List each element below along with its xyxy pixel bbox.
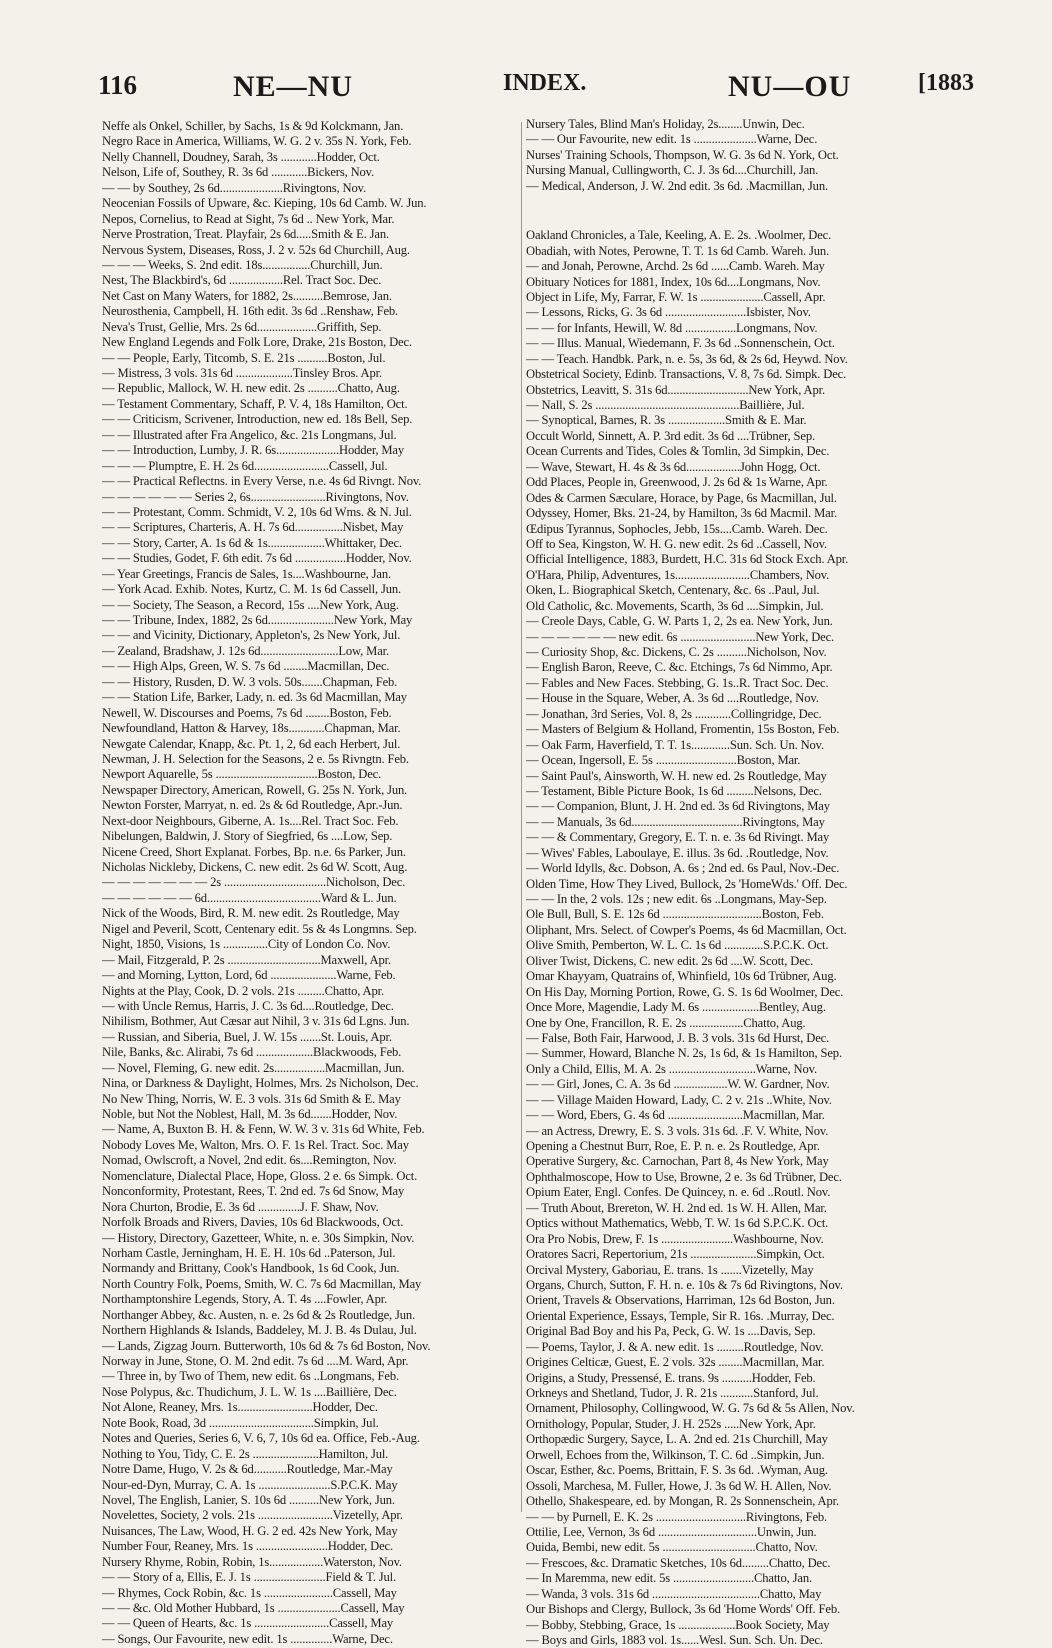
index-entry: — — and Vicinity, Dictionary, Appleton's, 2s New York, Jul.	[102, 628, 401, 643]
left-column	[102, 119, 524, 1647]
index-entry: Odd Places, People in, Greenwood, J. 2s 6d & 1s Warne, Apr.	[526, 475, 828, 490]
index-entry: Nelly Channell, Doudney, Sarah, 3s ............Hodder, Oct.	[102, 149, 380, 164]
index-entry: Ornithology, Popular, Studer, J. H. 252s .....New York, Apr.	[526, 1416, 816, 1431]
index-entry: Odes & Carmen Sæculare, Horace, by Page, 6s Macmillan, Jul.	[526, 490, 837, 505]
index-entry: — Lands, Zigzag Journ. Butterworth, 10s 6d & 7s 6d Boston, Nov.	[102, 1338, 431, 1353]
index-entry: — Poems, Taylor, J. & A. new edit. 1s .........Routledge, Nov.	[526, 1339, 824, 1354]
index-entry: — — — Weeks, S. 2nd edit. 18s................Churchill, Jun.	[102, 257, 383, 272]
index-entry: Next-door Neighbours, Giberne, A. 1s....Rel. Tract Soc. Feb.	[102, 813, 399, 828]
index-entry: Ora Pro Nobis, Drew, F. 1s ........................Washbourne, Nov.	[526, 1231, 824, 1246]
index-entry: Newport Aquarelle, 5s ..................................Boston, Dec.	[102, 767, 382, 782]
index-entry: — — — Plumptre, E. H. 2s 6d.........................Cassell, Jul.	[102, 458, 388, 473]
index-entry: — Wave, Stewart, H. 4s & 3s 6d..................John Hogg, Oct.	[526, 459, 821, 474]
index-entry: — House in the Square, Weber, A. 3s 6d ....Routledge, Nov.	[526, 691, 819, 706]
index-entry: — — Word, Ebers, G. 4s 6d .........................Macmillan, Mar.	[526, 1108, 825, 1123]
index-entry: Nobody Loves Me, Walton, Mrs. O. F. 1s Rel. Tract. Soc. May	[102, 1137, 409, 1152]
index-entry: Nonconformity, Protestant, Rees, T. 2nd ed. 7s 6d Snow, May	[102, 1184, 405, 1199]
index-entry: — — Girl, Jones, C. A. 3s 6d ..................W. W. Gardner, Nov.	[526, 1077, 830, 1092]
index-entry: Our Bishops and Clergy, Bullock, 3s 6d 'Home Words' Off. Feb.	[526, 1602, 840, 1617]
index-entry: Nour-ed-Dyn, Murray, C. A. 1s ........................S.P.C.K. May	[102, 1477, 398, 1492]
index-entry: Nomenclature, Dialectal Place, Hope, Gloss. 2 e. 6s Simpk. Oct.	[102, 1168, 418, 1183]
page-number: 116	[98, 70, 138, 100]
index-entry: — with Uncle Remus, Harris, J. C. 3s 6d....Routledge, Dec.	[102, 998, 394, 1013]
index-entry: — — — — — — — 2s ..................................Nicholson, Dec.	[102, 875, 406, 890]
index-entry: One by One, Francillon, R. E. 2s ..................Chatto, Aug.	[526, 1015, 806, 1030]
index-entry: — Testament, Bible Picture Book, 1s 6d .........Nelsons, Dec.	[526, 783, 822, 798]
index-entry: — — Studies, Godet, F. 6th edit. 7s 6d .................Hodder, Nov.	[102, 551, 412, 566]
index-entry: Origines Celticæ, Guest, E. 2 vols. 32s ........Macmillan, Mar.	[526, 1355, 825, 1370]
index-entry: — Russian, and Siberia, Buel, J. W. 15s .......St. Louis, Apr.	[102, 1029, 392, 1044]
index-entry: — — Village Maiden Howard, Lady, C. 2 v. 21s ..White, Nov.	[526, 1092, 832, 1107]
index-entry: Novelettes, Society, 2 vols. 21s .........................Vizetelly, Apr.	[102, 1508, 403, 1523]
index-entry: Negro Race in America, Williams, W. G. 2 v. 35s N. York, Feb.	[102, 134, 412, 149]
index-entry: — Masters of Belgium & Holland, Fromentin, 15s Boston, Feb.	[526, 722, 840, 737]
index-entry: — Nall, S. 2s ................................................Baillière, Jul.	[526, 398, 805, 412]
index-entry: — History, Directory, Gazetteer, White, n. e. 30s Simpkin, Nov.	[102, 1230, 415, 1245]
index-entry: — Oak Farm, Haverfield, T. T. 1s.............Sun. Sch. Un. Nov.	[526, 737, 825, 752]
index-entry: — — Criticism, Scrivener, Introduction, new ed. 18s Bell, Sep.	[102, 412, 413, 427]
index-entry: Nelson, Life of, Southey, R. 3s 6d ............Bickers, Nov.	[102, 165, 374, 180]
index-entry: On His Day, Morning Portion, Rowe, G. S. 1s 6d Woolmer, Dec.	[526, 984, 844, 999]
index-entry: — — Tribune, Index, 1882, 2s 6d......................New York, May	[102, 613, 413, 627]
right-range-heading: NU—OU	[728, 70, 852, 103]
page-header	[98, 70, 978, 110]
index-entry: — — & Commentary, Gregory, E. T. n. e. 3s 6d Rivingt. May	[526, 830, 830, 845]
index-entry: Ottilie, Lee, Vernon, 3s 6d .................................Unwin, Jun.	[526, 1524, 817, 1539]
index-entry: Nursery Tales, Blind Man's Holiday, 2s........Unwin, Dec.	[526, 117, 805, 131]
index-entry: Oratores Sacri, Repertorium, 21s ......................Simpkin, Oct.	[526, 1247, 825, 1262]
index-entry: — Curiosity Shop, &c. Dickens, C. 2s ..........Nicholson, Nov.	[526, 645, 827, 659]
index-entry: Nothing to You, Tidy, C. E. 2s ......................Hamilton, Jul.	[102, 1446, 389, 1461]
index-entry: Net Cast on Many Waters, for 1882, 2s..........Bemrose, Jan.	[102, 288, 392, 303]
index-entry: Ophthalmoscope, How to Use, Browne, 2 e. 3s 6d Trübner, Dec.	[526, 1169, 842, 1184]
index-entry: Nicholas Nickleby, Dickens, C. new edit. 2s 6d W. Scott, Aug.	[102, 860, 408, 874]
index-entry: Night, 1850, Visions, 1s ...............City of London Co. Nov.	[102, 937, 391, 952]
right-column-o-entries	[526, 228, 948, 1648]
index-entry: — Synoptical, Barnes, R. 3s ...................Smith & E. Mar.	[526, 413, 807, 428]
index-entry: Nick of the Woods, Bird, R. M. new edit. 2s Routledge, May	[102, 906, 400, 921]
index-entry: Odyssey, Homer, Bks. 21-24, by Hamilton, 3s 6d Macmil. Mar.	[526, 506, 837, 521]
index-entry: Origins, a Study, Pressensé, E. trans. 9s ..........Hodder, Feb.	[526, 1370, 816, 1385]
index-entry: — Frescoes, &c. Dramatic Sketches, 10s 6d.........Chatto, Dec.	[526, 1555, 831, 1570]
index-entry: Northanger Abbey, &c. Austen, n. e. 2s 6d & 2s Routledge, Jun.	[102, 1307, 416, 1322]
index-entry: New England Legends and Folk Lore, Drake, 21s Boston, Dec.	[102, 335, 412, 350]
index-entry: — — Queen of Hearts, &c. 1s .........................Cassell, May	[102, 1616, 394, 1631]
index-entry: North Country Folk, Poems, Smith, W. C. 7s 6d Macmillan, May	[102, 1276, 422, 1291]
index-entry: Nibelungen, Baldwin, J. Story of Siegfried, 6s ....Low, Sep.	[102, 829, 393, 844]
index-entry: Neffe als Onkel, Schiller, by Sachs, 1s & 9d Kolckmann, Jan.	[102, 119, 404, 133]
index-entry: — Ocean, Ingersoll, E. 5s ...........................Boston, Mar.	[526, 753, 801, 768]
index-entry: Note Book, Road, 3d ...................................Simpkin, Jul.	[102, 1415, 379, 1430]
index-entry: Nigel and Peveril, Scott, Centenary edit. 5s & 4s Longmns. Sep.	[102, 921, 417, 936]
index-entry: Orient, Travels & Observations, Harriman, 12s 6d Boston, Jun.	[526, 1293, 835, 1308]
index-entry: Olive Smith, Pemberton, W. L. C. 1s 6d .............S.P.C.K. Oct.	[526, 938, 829, 953]
left-range-heading: NE—NU	[233, 70, 354, 103]
index-entry: Once More, Magendie, Lady M. 6s ...................Bentley, Aug.	[526, 1000, 826, 1015]
index-entry: — Three in, by Two of Them, new edit. 6s ..Longmans, Feb.	[102, 1369, 399, 1384]
index-entry: Norham Castle, Jerningham, H. E. H. 10s 6d ..Paterson, Jul.	[102, 1245, 396, 1260]
index-entry: Newgate Calendar, Knapp, &c. Pt. 1, 2, 6d each Herbert, Jul.	[102, 736, 401, 751]
index-entry: — York Acad. Exhib. Notes, Kurtz, C. M. 1s 6d Cassell, Jun.	[102, 582, 401, 597]
index-entry: Nomad, Owlscroft, a Novel, 2nd edit. 6s....Remington, Nov.	[102, 1153, 397, 1168]
index-entry: Ocean Currents and Tides, Coles & Tomlin, 3d Simpkin, Dec.	[526, 444, 830, 459]
index-entry: Oliphant, Mrs. Select. of Cowper's Poems, 4s 6d Macmillan, Oct.	[526, 922, 847, 937]
index-entry: Neurosthenia, Campbell, H. 16th edit. 3s 6d ..Renshaw, Feb.	[102, 304, 399, 319]
index-entry: Nerve Prostration, Treat. Playfair, 2s 6d.....Smith & E. Jan.	[102, 227, 389, 242]
index-entry: — — Scriptures, Charteris, A. H. 7s 6d................Nisbet, May	[102, 520, 404, 535]
index-entry: Nest, The Blackbird's, 6d ..................Rel. Tract Soc. Dec.	[102, 273, 382, 288]
index-entry: — False, Both Fair, Harwood, J. B. 3 vols. 31s 6d Hurst, Dec.	[526, 1030, 830, 1045]
index-entry: — — &c. Old Mother Hubbard, 1s .....................Cassell, May	[102, 1601, 405, 1615]
index-entry: Œdipus Tyrannus, Sophocles, Jebb, 15s....Camb. Wareh. Dec.	[526, 521, 828, 536]
index-entry: — — for Infants, Hewill, W. 8d .................Longmans, Nov.	[526, 320, 818, 335]
index-entry: — — Illustrated after Fra Angelico, &c. 21s Longmans, Jul.	[102, 427, 397, 442]
index-entry: — World Idylls, &c. Dobson, A. 6s ; 2nd ed. 6s Paul, Nov.-Dec.	[526, 861, 840, 876]
index-entry: Obituary Notices for 1881, Index, 10s 6d....Longmans, Nov.	[526, 274, 821, 289]
index-entry: Noble, but Not the Noblest, Hall, M. 3s 6d.......Hodder, Nov.	[102, 1107, 398, 1121]
index-entry: Neocenian Fossils of Upware, &c. Kieping, 10s 6d Camb. W. Jun.	[102, 196, 427, 211]
index-entry: Newman, J. H. Selection for the Seasons, 2 e. 5s Rivngtn. Feb.	[102, 751, 409, 766]
index-entry: Off to Sea, Kingston, W. H. G. new edit. 2s 6d ..Cassell, Nov.	[526, 536, 827, 551]
index-entry: Northern Highlands & Islands, Baddeley, M. J. B. 4s Dulau, Jul.	[102, 1323, 417, 1338]
index-entry: Official Intelligence, 1883, Burdett, H.C. 31s 6d Stock Exch. Apr.	[526, 552, 849, 567]
index-entry: — — Illus. Manual, Wiedemann, F. 3s 6d ..Sonnenschein, Oct.	[526, 336, 835, 351]
right-column	[526, 117, 948, 1648]
index-entry: — Summer, Howard, Blanche N. 2s, 1s 6d, & 1s Hamilton, Sep.	[526, 1046, 842, 1061]
index-entry: Number Four, Reaney, Mrs. 1s ........................Hodder, Dec.	[102, 1539, 393, 1554]
index-entry: Organs, Church, Sutton, F. H. n. e. 10s & 7s 6d Rivingtons, Nov.	[526, 1277, 843, 1292]
index-entry: Ole Bull, Bull, S. E. 12s 6d .................................Boston, Feb.	[526, 907, 824, 922]
index-entry: Not Alone, Reaney, Mrs. 1s.........................Hodder, Dec.	[102, 1400, 378, 1415]
index-entry: — Testament Commentary, Schaff, P. V. 4, 18s Hamilton, Oct.	[102, 396, 408, 411]
index-entry: — — In the, 2 vols. 12s ; new edit. 6s ..Longmans, May-Sep.	[526, 892, 827, 906]
index-entry: Novel, The English, Lanier, S. 10s 6d ..........New York, Jun.	[102, 1492, 395, 1507]
index-entry: — Wives' Fables, Laboulaye, E. illus. 3s 6d. .Routledge, Nov.	[526, 845, 829, 860]
index-entry: Only a Child, Ellis, M. A. 2s .............................Warne, Nov.	[526, 1061, 817, 1076]
index-entry: — In Maremma, new edit. 5s ...........................Chatto, Jan.	[526, 1571, 813, 1586]
index-entry: Norfolk Broads and Rivers, Davies, 10s 6d Blackwoods, Oct.	[102, 1215, 404, 1230]
index-entry: — — Practical Reflectns. in Every Verse, n.e. 4s 6d Rivngt. Nov.	[102, 474, 422, 489]
index-entry: Newell, W. Discourses and Poems, 7s 6d ........Boston, Feb.	[102, 705, 392, 720]
index-entry: — — Teach. Handbk. Park, n. e. 5s, 3s 6d, & 2s 6d, Heywd. Nov.	[526, 351, 848, 366]
index-entry: Oken, L. Biographical Sketch, Centenary, &c. 6s ..Paul, Jul.	[526, 583, 820, 598]
index-entry: Old Catholic, &c. Movements, Scarth, 3s 6d ....Simpkin, Jul.	[526, 598, 824, 613]
index-entry: Omar Khayyam, Quatrains of, Whinfield, 10s 6d Trübner, Aug.	[526, 969, 837, 984]
index-entry: Object in Life, My, Farrar, F. W. 1s .....................Cassell, Apr.	[526, 289, 826, 304]
index-entry: Newton Forster, Marryat, n. ed. 2s & 6d Routledge, Apr.-Jun.	[102, 798, 403, 813]
index-entry: Nora Churton, Brodie, E. 3s 6d ..............J. F. Shaw, Nov.	[102, 1199, 379, 1214]
section-gap	[526, 194, 948, 228]
index-entry: Nights at the Play, Cook, D. 2 vols. 21s .........Chatto, Apr.	[102, 983, 384, 998]
index-entry: — — Protestant, Comm. Schmidt, V. 2, 10s 6d Wms. & N. Jul.	[102, 504, 412, 519]
index-entry: Opening a Chestnut Burr, Roe, E. P. n. e. 2s Routledge, Apr.	[526, 1139, 820, 1153]
index-entry: — Jonathan, 3rd Series, Vol. 8, 2s ............Collingridge, Dec.	[526, 706, 822, 721]
index-entry: Nervous System, Diseases, Ross, J. 2 v. 52s 6d Churchill, Aug.	[102, 242, 410, 257]
index-entry: — Truth About, Brereton, W. H. 2nd ed. 1s W. H. Allen, Mar.	[526, 1200, 827, 1215]
index-entry: Nursery Rhyme, Robin, Robin, 1s..................Waterston, Nov.	[102, 1554, 402, 1569]
index-entry: Neva's Trust, Gellie, Mrs. 2s 6d....................Griffith, Sep.	[102, 319, 382, 334]
index-entry: Obadiah, with Notes, Perowne, T. T. 1s 6d Camb. Wareh. Jun.	[526, 243, 830, 258]
right-column-nu-entries	[526, 117, 948, 194]
index-entry: — — by Southey, 2s 6d.....................Rivingtons, Nov.	[102, 180, 366, 195]
index-entry: Nicene Creed, Short Explanat. Forbes, Bp. n.e. 6s Parker, Jun.	[102, 844, 406, 859]
index-entry: Optics without Mathematics, Webb, T. W. 1s 6d S.P.C.K. Oct.	[526, 1216, 829, 1231]
index-entry: — and Morning, Lytton, Lord, 6d ......................Warne, Feb.	[102, 968, 396, 983]
index-entry: — — — — — — Series 2, 6s.........................Rivingtons, Nov.	[102, 489, 409, 504]
index-entry: Nose Polypus, &c. Thudichum, J. L. W. 1s ....Baillière, Dec.	[102, 1384, 397, 1399]
index-entry: Newspaper Directory, American, Rowell, G. 25s N. York, Jun.	[102, 782, 408, 797]
index-entry: Ouida, Bembi, new edit. 5s ...............................Chatto, Nov.	[526, 1540, 818, 1555]
index-entry: — — Society, The Season, a Record, 15s ....New York, Aug.	[102, 597, 399, 612]
index-entry: Nepos, Cornelius, to Read at Sight, 7s 6d .. New York, Mar.	[102, 211, 395, 226]
index-entry: Obstetrical Society, Edinb. Transactions, V. 8, 7s 6d. Simpk. Dec.	[526, 367, 847, 382]
index-entry: No New Thing, Norris, W. E. 3 vols. 31s 6d Smith & E. May	[102, 1091, 401, 1106]
index-entry: — — Story of a, Ellis, E. J. 1s ........................Field & T. Jul.	[102, 1570, 396, 1585]
index-entry: Nile, Banks, &c. Alirabi, 7s 6d ...................Blackwoods, Feb.	[102, 1045, 402, 1060]
index-entry: — — Manuals, 3s 6d.....................................Rivingtons, May	[526, 814, 825, 829]
index-entry: — — — — — — new edit. 6s .........................New York, Dec.	[526, 629, 835, 644]
index-entry: Orthopædic Surgery, Sayce, L. A. 2nd ed. 21s Churchill, May	[526, 1432, 828, 1447]
index-entry: — Novel, Fleming, G. new edit. 2s.................Macmillan, Jun.	[102, 1060, 405, 1075]
index-entry: Olden Time, How They Lived, Bullock, 2s 'HomeWds.' Off. Dec.	[526, 876, 848, 891]
index-entry: Occult World, Sinnett, A. P. 3rd edit. 3s 6d ....Trübner, Sep.	[526, 428, 815, 443]
index-entry: — — Introduction, Lumby, J. R. 6s.....................Hodder, May	[102, 443, 405, 458]
index-entry: Oriental Experience, Essays, Temple, Sir R. 16s. .Murray, Dec.	[526, 1308, 835, 1323]
index-entry: Normandy and Brittany, Cook's Handbook, 1s 6d Cook, Jun.	[102, 1261, 400, 1276]
index-entry: Newfoundland, Hatton & Harvey, 18s............Chapman, Mar.	[102, 721, 401, 736]
index-entry: Operative Surgery, &c. Carnochan, Part 8, 4s New York, May	[526, 1154, 829, 1169]
index-entry: Orcival Mystery, Gaboriau, E. trans. 1s .......Vizetelly, May	[526, 1262, 814, 1277]
index-entry: — Name, A, Buxton B. H. & Fenn, W. W. 3 v. 31s 6d White, Feb.	[102, 1122, 425, 1137]
index-entry: Oakland Chronicles, a Tale, Keeling, A. E. 2s. .Woolmer, Dec.	[526, 228, 832, 243]
index-entry: Oscar, Esther, &c. Poems, Brittain, F. S. 3s 6d. .Wyman, Aug.	[526, 1463, 828, 1478]
index-entry: — Boys and Girls, 1883 vol. 1s......Wesl. Sun. Sch. Un. Dec.	[526, 1633, 823, 1647]
index-entry: Orwell, Echoes from the, Wilkinson, T. C. 6d ..Simpkin, Jun.	[526, 1447, 825, 1462]
index-entry: — Republic, Mallock, W. H. new edit. 2s ..........Chatto, Aug.	[102, 381, 400, 396]
index-entry: Nina, or Darkness & Daylight, Holmes, Mrs. 2s Nicholson, Dec.	[102, 1076, 419, 1091]
index-entry: — — Companion, Blunt, J. H. 2nd ed. 3s 6d Rivingtons, May	[526, 799, 830, 814]
index-entry: Northamptonshire Legends, Story, A. T. 4s ....Fowler, Apr.	[102, 1292, 388, 1307]
index-entry: Obstetrics, Leavitt, S. 31s 6d...........................New York, Apr.	[526, 382, 825, 397]
index-entry: Norway in June, Stone, O. M. 2nd edit. 7s 6d ....M. Ward, Apr.	[102, 1354, 409, 1368]
index-entry: — — People, Early, Titcomb, S. E. 21s ..........Boston, Jul.	[102, 350, 386, 365]
index-entry: — — by Purnell, E. K. 2s ..............................Rivingtons, Feb.	[526, 1509, 828, 1524]
index-entry: — Mistress, 3 vols. 31s 6d ...................Tinsley Bros. Apr.	[102, 366, 382, 380]
index-entry: Nihilism, Bothmer, Aut Cæsar aut Nihil, 3 v. 31s 6d Lgns. Jun.	[102, 1014, 410, 1029]
index-entry: — English Baron, Reeve, C. &c. Etchings, 7s 6d Nimmo, Apr.	[526, 660, 833, 675]
index-entry: — Creole Days, Cable, G. W. Parts 1, 2, 2s ea. New York, Jun.	[526, 614, 833, 629]
index-entry: O'Hara, Philip, Adventures, 1s.........................Chambers, Nov.	[526, 567, 830, 582]
index-entry: Oliver Twist, Dickens, C. new edit. 2s 6d ....W. Scott, Dec.	[526, 953, 814, 968]
index-entry: — Wanda, 3 vols. 31s 6d ....................................Chatto, May	[526, 1586, 822, 1601]
index-entry: — Year Greetings, Francis de Sales, 1s....Washbourne, Jan.	[102, 566, 391, 581]
index-entry: — — Station Life, Barker, Lady, n. ed. 3s 6d Macmillan, May	[102, 690, 407, 705]
index-entry: — an Actress, Drewry, E. S. 3 vols. 31s 6d. .F. V. White, Nov.	[526, 1123, 829, 1138]
index-entry: — Bobby, Stebbing, Grace, 1s ...................Book Society, May	[526, 1617, 830, 1632]
index-entry: — — History, Rusden, D. W. 3 vols. 50s.......Chapman, Feb.	[102, 674, 398, 689]
index-entry: — Zealand, Bradshaw, J. 12s 6d..........................Low, Mar.	[102, 643, 389, 658]
index-entry: Notes and Queries, Series 6, V. 6, 7, 10s 6d ea. Office, Feb.-Aug.	[102, 1431, 420, 1446]
year-heading: [1883	[918, 70, 974, 96]
index-entry: — — High Alps, Green, W. S. 7s 6d ........Macmillan, Dec.	[102, 659, 390, 674]
index-entry: — Mail, Fitzgerald, P. 2s ...............................Maxwell, Apr.	[102, 952, 391, 967]
index-entry: Orkneys and Shetland, Tudor, J. R. 21s ...........Stanford, Jul.	[526, 1386, 819, 1400]
index-entry: Nuisances, The Law, Wood, H. G. 2 ed. 42s New York, May	[102, 1523, 398, 1538]
index-entry: — — — — — — 6d......................................Ward & L. Jun.	[102, 890, 397, 905]
index-entry: — Rhymes, Cock Robin, &c. 1s .......................Cassell, May	[102, 1585, 397, 1600]
index-entry: — — Story, Carter, A. 1s 6d & 1s...................Whittaker, Dec.	[102, 535, 402, 550]
index-entry: — — Our Favourite, new edit. 1s .....................Warne, Dec.	[526, 132, 818, 147]
index-entry: Ornament, Philosophy, Collingwood, W. G. 7s 6d & 5s Allen, Nov.	[526, 1401, 855, 1416]
index-entry: Nurses' Training Schools, Thompson, W. G. 3s 6d N. York, Oct.	[526, 147, 839, 162]
index-entry: — Fables and New Faces. Stebbing, G. 1s..R. Tract Soc. Dec.	[526, 675, 829, 690]
index-entry: — and Jonah, Perowne, Archd. 2s 6d ......Camb. Wareh. May	[526, 259, 825, 274]
index-entry: — Lessons, Ricks, G. 3s 6d ...........................Isbister, Nov.	[526, 305, 811, 320]
index-entry: Original Bad Boy and his Pa, Peck, G. W. 1s ....Davis, Sep.	[526, 1324, 816, 1339]
index-entry: — Songs, Our Favourite, new edit. 1s ..............Warne, Dec.	[102, 1631, 393, 1646]
index-entry: Othello, Shakespeare, ed. by Mongan, R. 2s Sonnenschein, Apr.	[526, 1494, 839, 1509]
index-entry: Nursing Manual, Cullingworth, C. J. 3s 6d....Churchill, Jan.	[526, 163, 819, 178]
index-heading: INDEX.	[503, 70, 587, 96]
index-entry: Opium Eater, Engl. Confes. De Quincey, n. e. 6d ..Routl. Nov.	[526, 1185, 831, 1200]
index-entry: — Medical, Anderson, J. W. 2nd edit. 3s 6d. .Macmillan, Jun.	[526, 178, 828, 193]
index-entry: — Saint Paul's, Ainsworth, W. H. new ed. 2s Routledge, May	[526, 768, 827, 783]
index-entry: Notre Dame, Hugo, V. 2s & 6d...........Routledge, Mar.-May	[102, 1462, 393, 1477]
index-entry: Ossoli, Marchesa, M. Fuller, Howe, J. 3s 6d W. H. Allen, Nov.	[526, 1478, 832, 1493]
